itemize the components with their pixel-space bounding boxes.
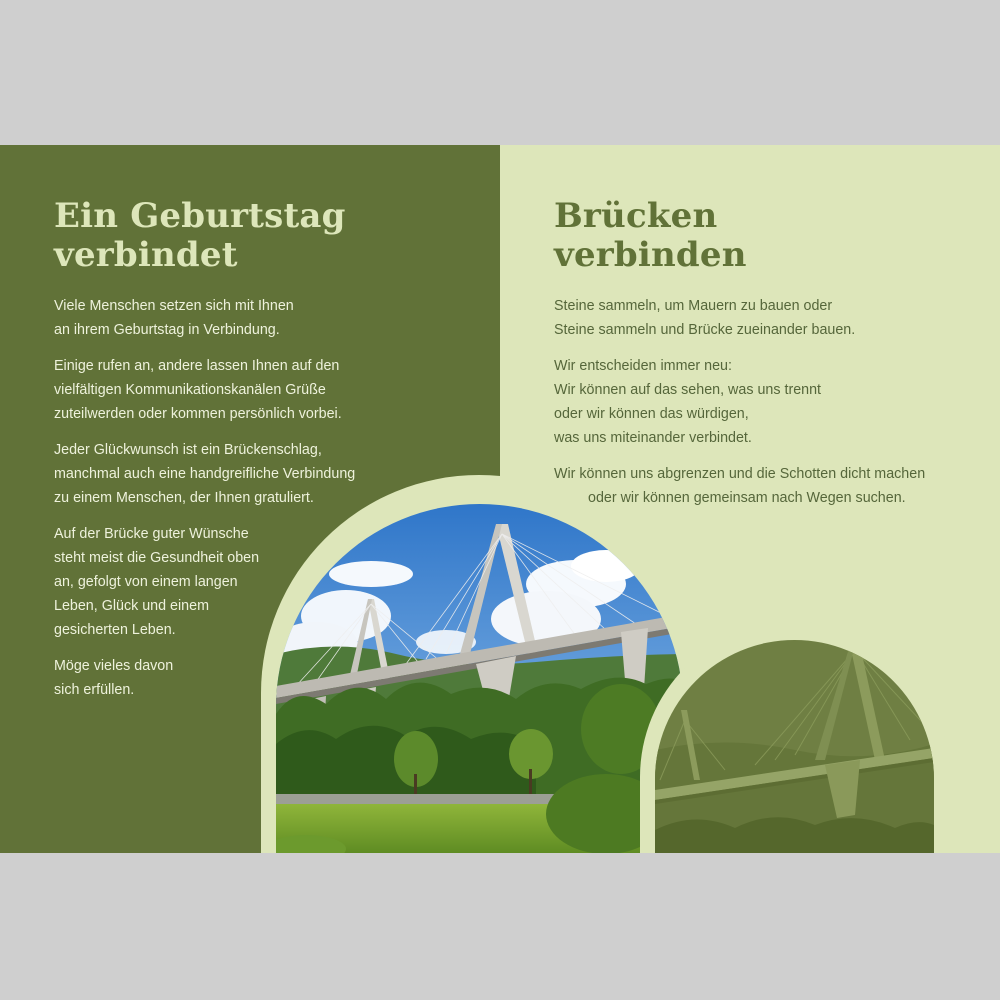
text-line: oder wir können das würdigen, [554,406,749,422]
text-line: was uns miteinander verbindet. [554,430,752,446]
title-line: verbinden [554,235,747,275]
text-line: steht meist die Gesundheit oben [54,550,260,566]
paragraph [54,354,355,426]
paragraph [554,462,925,510]
text-line: Wir können auf das sehen, was uns trennt [554,382,822,398]
text-line: sich erfüllen. [54,682,135,698]
book-spread [0,145,1000,853]
text-line: oder wir können gemeinsam nach Wegen suchen. [588,490,906,506]
right-page-title [554,197,747,275]
text-line: Auf der Brücke guter Wünsche [54,526,249,542]
text-line: vielfältigen Kommunikationskanälen Grüße [54,382,326,398]
text-line: Steine sammeln und Brücke zueinander bauen. [554,322,856,338]
text-line: zu einem Menschen, der Ihnen gratuliert. [54,490,314,506]
title-line: verbindet [54,235,238,275]
right-body-text [554,294,925,522]
text-line: Einige rufen an, andere lassen Ihnen auf den [54,358,340,374]
paragraph [554,294,925,342]
text-line: Wir entscheiden immer neu: [554,358,732,374]
text-line: Viele Menschen setzen sich mit Ihnen [54,298,294,314]
text-line: an ihrem Geburtstag in Verbindung. [54,322,280,338]
text-line: Steine sammeln, um Mauern zu bauen oder [554,298,833,314]
text-line: manchmal auch eine handgreifliche Verbindung [54,466,356,482]
text-line: zuteilwerden oder kommen persönlich vorbei. [54,406,342,422]
left-page-title [54,197,346,275]
paragraph [54,294,355,342]
title-line: Brücken [554,196,718,236]
text-line: Wir können uns abgrenzen und die Schotten dicht machen [554,466,926,482]
text-line: gesicherten Leben. [54,622,176,638]
text-line: an, gefolgt von einem langen [54,574,238,590]
text-line: Möge vieles davon [54,658,174,674]
paragraph [54,438,355,510]
title-line: Ein Geburtstag [54,196,346,236]
text-line: Jeder Glückwunsch ist ein Brückenschlag, [54,442,322,458]
text-line: Leben, Glück und einem [54,598,209,614]
paragraph [554,354,925,450]
